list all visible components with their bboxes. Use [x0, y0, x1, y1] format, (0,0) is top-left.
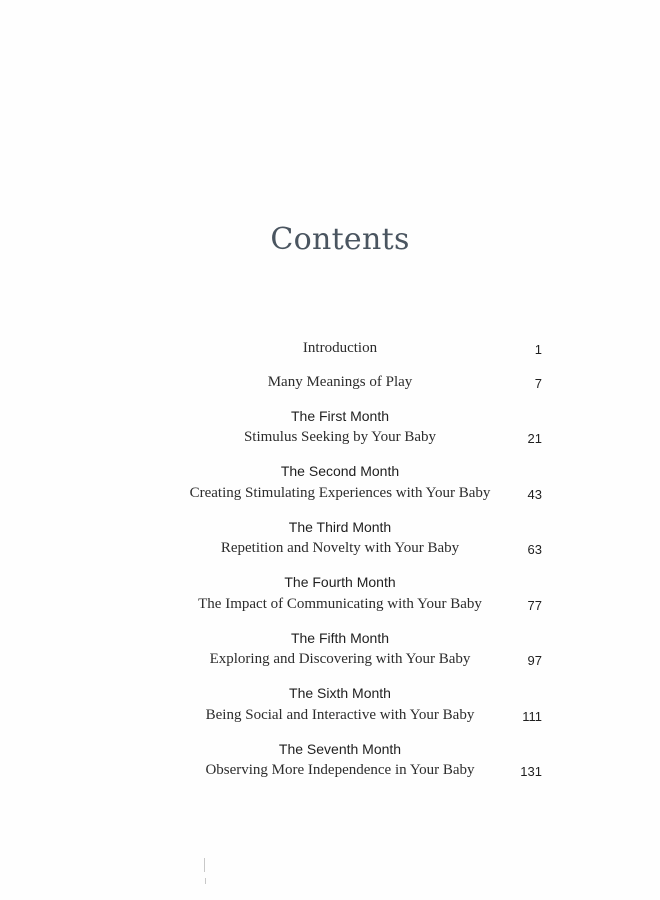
toc-entry-page-number: 7: [534, 376, 542, 391]
toc-entry-heading: The Second Month: [280, 463, 400, 479]
scan-speck: [204, 858, 205, 872]
toc-entry-heading: The Third Month: [288, 519, 392, 535]
toc-entry-title: Introduction: [302, 340, 378, 356]
toc-entry-title: Exploring and Discovering with Your Baby: [209, 651, 471, 667]
toc-entry-page-number: 43: [527, 487, 542, 502]
toc-entry-title: Creating Stimulating Experiences with Your Baby: [189, 485, 491, 501]
toc-entry-heading: The Sixth Month: [289, 685, 391, 701]
toc-entry-page-number: 111: [522, 709, 542, 724]
toc-entry-page-number: 131: [520, 764, 542, 779]
toc-entry-title: The Impact of Communicating with Your Baby: [198, 596, 482, 612]
toc-entry-page-number: 21: [527, 431, 542, 446]
toc-entry-heading: The Seventh Month: [278, 741, 402, 757]
scan-speck: [205, 878, 206, 884]
toc-entry-title: Stimulus Seeking by Your Baby: [243, 429, 437, 445]
toc-entry-page-number: 97: [527, 653, 542, 668]
toc-entry-title: Being Social and Interactive with Your Baby: [205, 707, 475, 723]
toc-entry-heading: The Fourth Month: [284, 574, 396, 590]
toc-entry-page-number: 77: [527, 598, 542, 613]
toc-entry-page-number: 1: [534, 342, 542, 357]
toc-entry-page-number: 63: [527, 542, 542, 557]
toc-entry-title: Repetition and Novelty with Your Baby: [220, 540, 460, 556]
toc-entry-title: Observing More Independence in Your Baby: [205, 762, 475, 778]
page-title: Contents: [270, 222, 410, 257]
toc-entry-heading: The Fifth Month: [290, 630, 390, 646]
toc-entry-heading: The First Month: [290, 408, 390, 424]
toc-entry-title: Many Meanings of Play: [267, 374, 413, 390]
